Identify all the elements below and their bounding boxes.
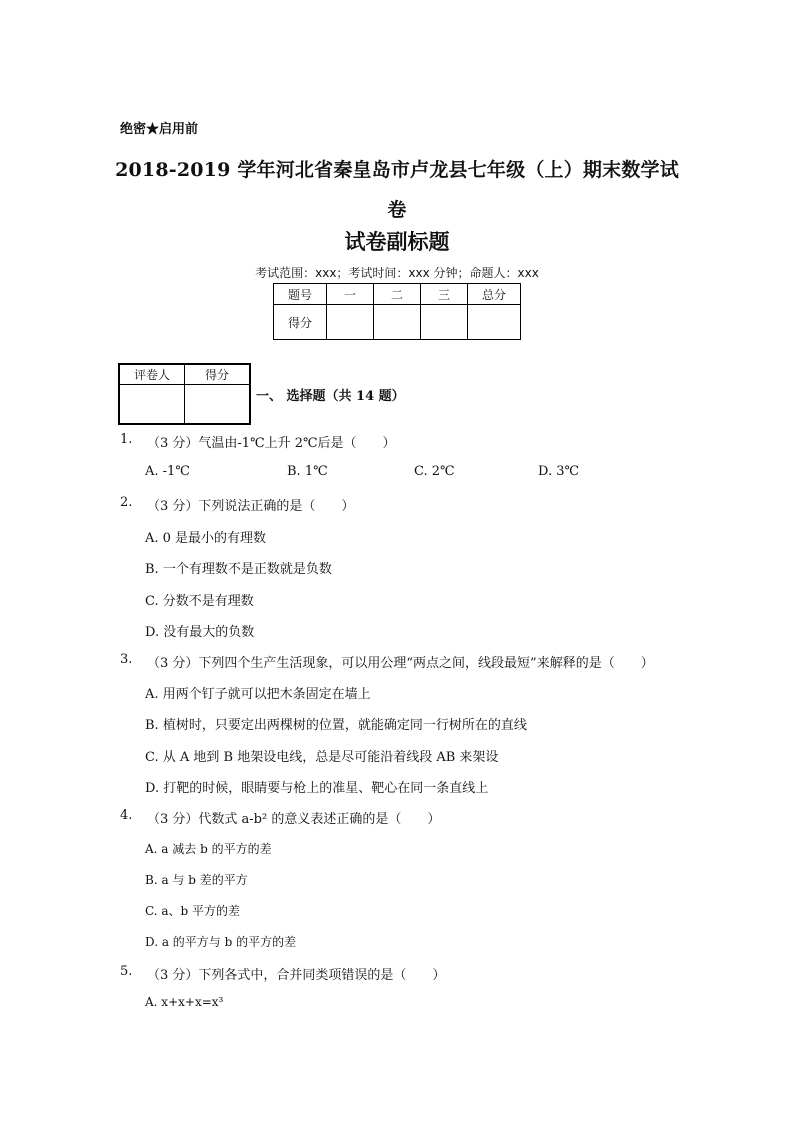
question-number: 4.: [120, 808, 133, 823]
score-cell: [421, 305, 468, 340]
score-cell: [327, 305, 374, 340]
question-text: （3 分）下列各式中，合并同类项错误的是（ ）: [147, 968, 446, 983]
question-number: 1.: [120, 432, 133, 447]
option: C. 2℃: [414, 464, 455, 479]
question-text: （3 分）下列说法正确的是（ ）: [147, 499, 355, 514]
section-title: 一、 选择题（共 14 题）: [256, 389, 405, 404]
score-header-cell: 一: [327, 284, 374, 305]
exam-title: [110, 150, 684, 230]
option: C. 从 A 地到 B 地架设电线，总是尽可能沿着线段 AB 来架设: [145, 750, 499, 765]
grader-header-cell: 得分: [185, 364, 251, 385]
grader-cell: [185, 385, 251, 425]
option: D. 打靶的时候，眼睛要与枪上的准星、靶心在同一条直线上: [145, 781, 489, 796]
option: B. a 与 b 差的平方: [145, 873, 248, 887]
score-cell: [374, 305, 421, 340]
confidential-label: 绝密★启用前: [120, 122, 199, 137]
grader-cell: [119, 385, 185, 425]
option: A. a 减去 b 的平方的差: [145, 842, 272, 856]
option: D. a 的平方与 b 的平方的差: [145, 935, 297, 949]
score-header-cell: 二: [374, 284, 421, 305]
exam-subtitle: 试卷副标题: [344, 229, 450, 254]
option: A. x+x+x=x³: [145, 995, 224, 1009]
grader-header-cell: 评卷人: [119, 364, 185, 385]
grader-table: [118, 363, 251, 425]
option: D. 没有最大的负数: [145, 625, 255, 640]
score-header-cell: 题号: [274, 284, 327, 305]
question-text: （3 分）代数式 a-b² 的意义表述正确的是（ ）: [147, 812, 441, 827]
question-number: 5.: [120, 964, 133, 979]
exam-info: 考试范围：xxx；考试时间：xxx 分钟；命题人：xxx: [255, 266, 539, 280]
option: C. a、b 平方的差: [145, 904, 241, 918]
option: C. 分数不是有理数: [145, 594, 254, 609]
exam-title-line2: 卷: [387, 199, 407, 221]
score-cell: [468, 305, 521, 340]
score-header-cell: 总分: [468, 284, 521, 305]
score-header-cell: 三: [421, 284, 468, 305]
option: A. 0 是最小的有理数: [145, 531, 267, 546]
option: D. 3℃: [538, 464, 580, 479]
question-number: 3.: [120, 652, 133, 667]
option: B. 植树时，只要定出两棵树的位置，就能确定同一行树所在的直线: [145, 718, 527, 733]
exam-title-line1: 2018-2019 学年河北省秦皇岛市卢龙县七年级（上）期末数学试: [115, 159, 679, 181]
question-number: 2.: [120, 495, 133, 510]
option: A. 用两个钉子就可以把木条固定在墙上: [145, 687, 371, 702]
option: B. 1℃: [287, 464, 328, 479]
score-table: [273, 283, 521, 340]
score-row-label: 得分: [274, 305, 327, 340]
option: A. -1℃: [145, 464, 190, 479]
option: B. 一个有理数不是正数就是负数: [145, 562, 332, 577]
question-text: （3 分）下列四个生产生活现象，可以用公理“两点之间，线段最短”来解释的是（ ）: [147, 656, 654, 671]
question-text: （3 分）气温由-1℃上升 2℃后是（ ）: [147, 436, 396, 451]
